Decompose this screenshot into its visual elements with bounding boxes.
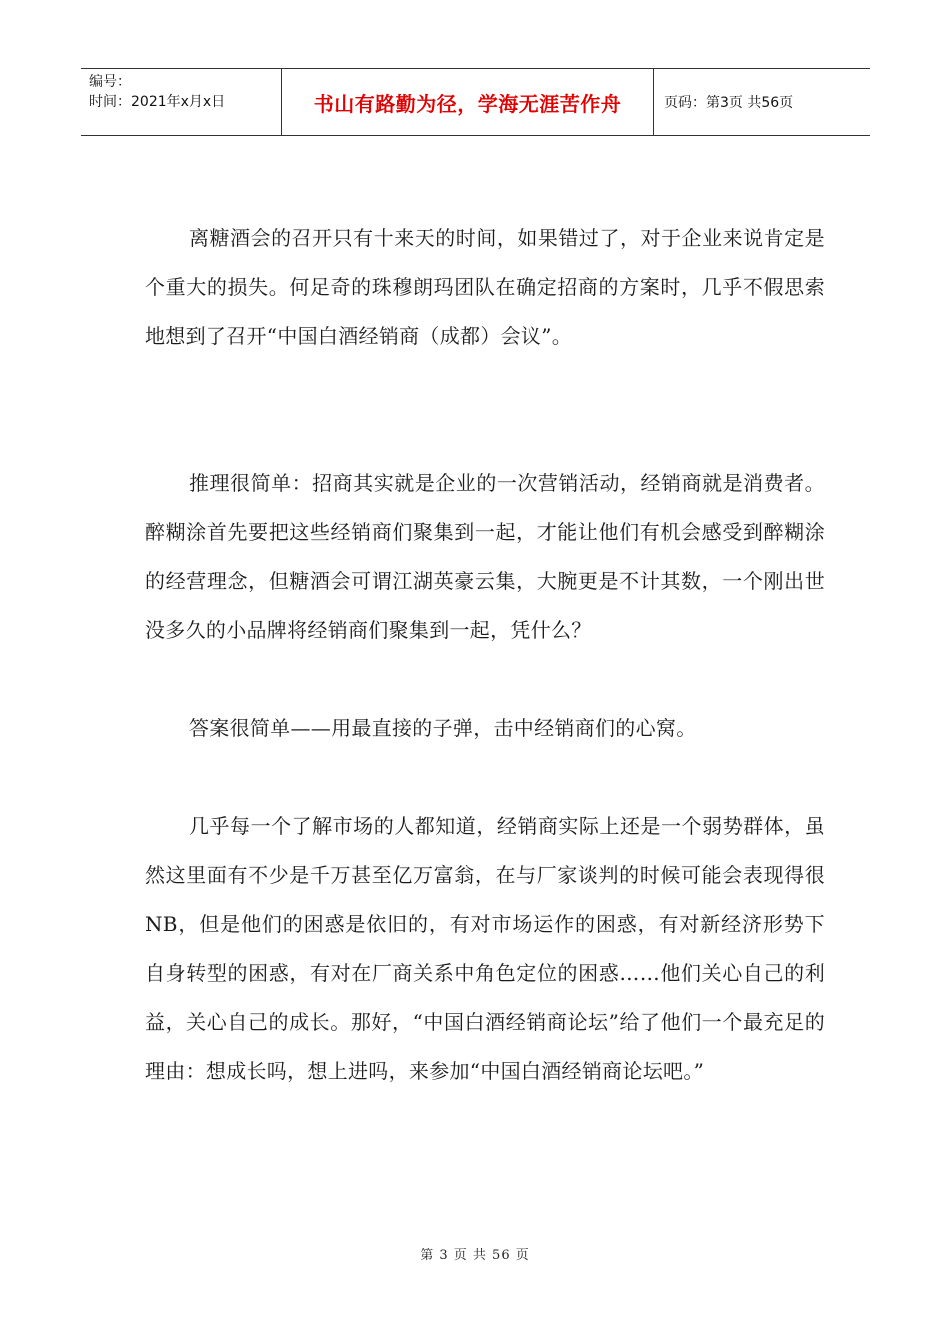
- paragraph: 离糖酒会的召开只有十来天的时间，如果错过了，对于企业来说肯定是个重大的损失。何足奇的珠穆朗玛团队在确定招商的方案时，几乎不假思索地想到了召开“中国白酒经销商（成都）会议”。: [145, 226, 825, 348]
- page-footer: 第 3 页 共 56 页: [420, 1248, 530, 1263]
- paragraph-spacer: [145, 753, 825, 802]
- document-body: [145, 214, 825, 1096]
- paragraph: 几乎每一个了解市场的人都知道，经销商实际上还是一个弱势群体，虽然这里面有不少是千万甚至亿万富翁，在与厂家谈判的时候可能会表现得很NB，但是他们的困惑是依旧的，有对市场运作的困惑，有对新经济形势下自身转型的困惑，有对在厂商关系中角色定位的困惑……他们关心自己的利益，关心自己的成长。那好，“中国白酒经销商论坛”给了他们一个最充足的理由：想成长吗，想上进吗，来参加“中国白酒经销商论坛吧。”: [145, 814, 825, 1083]
- header-page-info: 页码：第3页 共56页: [664, 95, 794, 111]
- document-time-label: 时间：2021年x月x日: [89, 94, 226, 110]
- header-meta-cell: [81, 69, 282, 135]
- header-motto-cell: [282, 69, 654, 135]
- paragraph: 答案很简单——用最直接的子弹，击中经销商们的心窝。: [189, 716, 697, 740]
- header-motto: 书山有路勤为径，学海无涯苦作舟: [313, 91, 622, 116]
- paragraph-spacer: [145, 655, 825, 704]
- header-page-cell: [654, 69, 870, 135]
- document-number-label: 编号：: [89, 74, 131, 90]
- page-header: [81, 68, 870, 136]
- paragraph-spacer: [145, 361, 825, 459]
- paragraph: 推理很简单：招商其实就是企业的一次营销活动，经销商就是消费者。醉糊涂首先要把这些经销商们聚集到一起，才能让他们有机会感受到醉糊涂的经营理念，但糖酒会可谓江湖英豪云集，大腕更是不计其数，一个刚出世没多久的小品牌将经销商们聚集到一起，凭什么？: [145, 471, 825, 642]
